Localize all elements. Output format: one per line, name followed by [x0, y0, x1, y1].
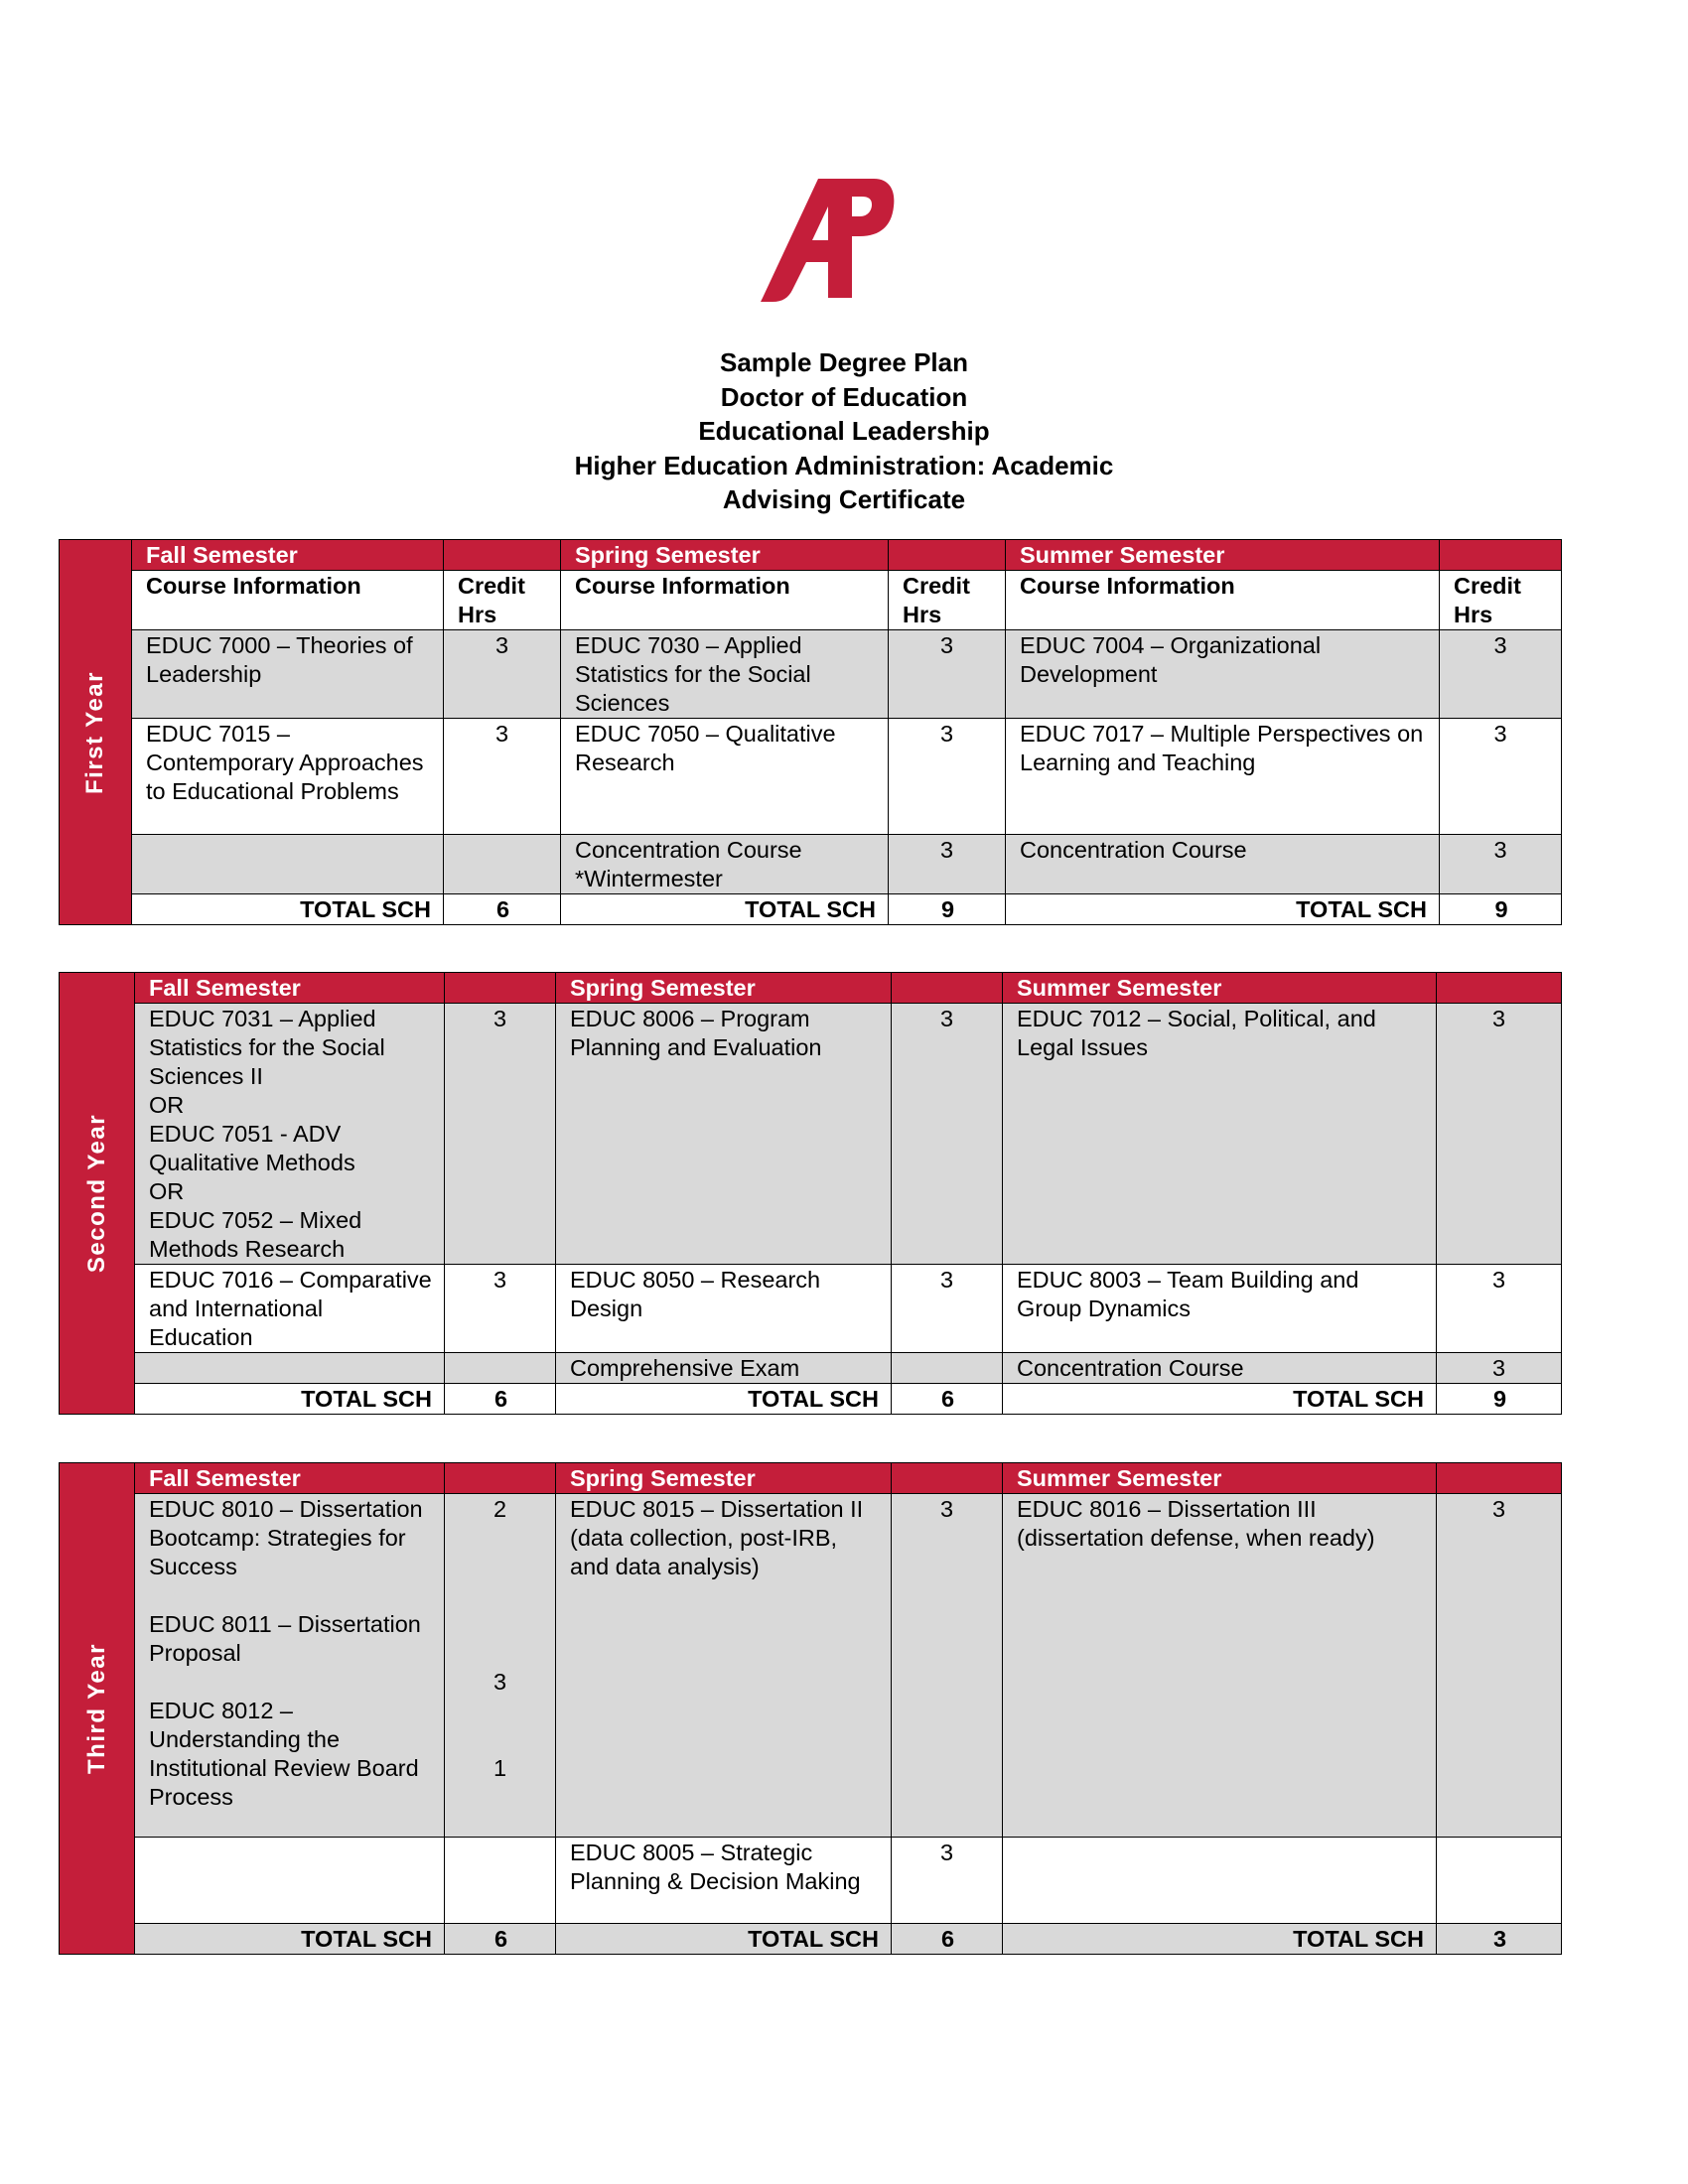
credit-hrs-header: Credit Hrs: [1440, 571, 1562, 630]
course-cell: EDUC 8015 – Dissertation II (data collection, post-IRB, and data analysis): [556, 1494, 892, 1838]
year-label-cell: [60, 540, 132, 925]
course-cell: EDUC 7016 – Comparative and International Education: [135, 1265, 445, 1353]
third-year-table: [59, 1462, 1562, 1955]
credit-hrs-header: Credit Hrs: [444, 571, 561, 630]
course-row: [60, 835, 1562, 894]
credit-cell: 3: [892, 1838, 1003, 1924]
credit-cell: 3: [1437, 1353, 1562, 1384]
credit-cell: 3: [445, 1265, 556, 1353]
title-line-3: Educational Leadership: [698, 416, 990, 446]
course-cell: EDUC 7000 – Theories of Leadership: [132, 630, 444, 719]
course-cell: EDUC 8010 – Dissertation Bootcamp: Strategies for Success EDUC 8011 – Dissertation Proposal EDUC 8012 – Understanding the Institutional Review Board Process: [135, 1494, 445, 1838]
total-value: 6: [444, 894, 561, 925]
spring-semester-header: Spring Semester: [556, 973, 892, 1004]
total-value: 6: [445, 1384, 556, 1415]
credit-cell: 3: [889, 630, 1006, 719]
spring-semester-header: Spring Semester: [561, 540, 889, 571]
credit-cell: 3: [892, 1494, 1003, 1838]
credit-cell: 3: [889, 835, 1006, 894]
course-cell: Concentration Course: [1006, 835, 1440, 894]
credit-cell: [445, 1353, 556, 1384]
total-label: TOTAL SCH: [1003, 1384, 1437, 1415]
total-value: 3: [1437, 1924, 1562, 1955]
course-cell: Concentration Course *Wintermester: [561, 835, 889, 894]
total-label: TOTAL SCH: [1003, 1924, 1437, 1955]
course-cell: Concentration Course: [1003, 1353, 1437, 1384]
credit-cell: 3: [892, 1004, 1003, 1265]
total-value: 6: [445, 1924, 556, 1955]
course-row: [60, 1265, 1562, 1353]
fall-semester-header: Fall Semester: [132, 540, 444, 571]
course-cell: EDUC 7004 – Organizational Development: [1006, 630, 1440, 719]
credit-cell: 3: [1440, 719, 1562, 835]
course-info-header: Course Information: [132, 571, 444, 630]
course-row: [60, 1004, 1562, 1265]
total-label: TOTAL SCH: [556, 1924, 892, 1955]
course-row: [60, 630, 1562, 719]
course-cell: [135, 1353, 445, 1384]
credit-cell: 3: [1437, 1004, 1562, 1265]
course-cell: EDUC 7050 – Qualitative Research: [561, 719, 889, 835]
university-logo: [757, 171, 896, 305]
total-label: TOTAL SCH: [556, 1384, 892, 1415]
title-line-5: Advising Certificate: [722, 484, 966, 514]
year-label: Second Year: [82, 1113, 110, 1274]
total-label: TOTAL SCH: [561, 894, 889, 925]
course-cell: EDUC 7015 – Contemporary Approaches to Educational Problems: [132, 719, 444, 835]
second-year-table: [59, 972, 1562, 1415]
course-cell: EDUC 8006 – Program Planning and Evaluation: [556, 1004, 892, 1265]
course-info-header: Course Information: [561, 571, 889, 630]
summer-semester-header: Summer Semester: [1006, 540, 1440, 571]
fall-semester-header: Fall Semester: [135, 1463, 445, 1494]
credit-cell: 3: [1440, 630, 1562, 719]
year-label: Third Year: [82, 1643, 110, 1774]
spring-semester-header: Spring Semester: [556, 1463, 892, 1494]
semester-header-row: [60, 1463, 1562, 1494]
course-cell: EDUC 8005 – Strategic Planning & Decision Making: [556, 1838, 892, 1924]
year-label-cell: [60, 1463, 135, 1955]
course-cell: [132, 835, 444, 894]
total-value: 9: [1440, 894, 1562, 925]
course-cell: EDUC 7017 – Multiple Perspectives on Learning and Teaching: [1006, 719, 1440, 835]
credit-cell: [1437, 1838, 1562, 1924]
credit-cell: [892, 1353, 1003, 1384]
course-row: [60, 1494, 1562, 1838]
total-row: [60, 1924, 1562, 1955]
course-row: [60, 719, 1562, 835]
total-label: TOTAL SCH: [135, 1924, 445, 1955]
total-value: 6: [892, 1384, 1003, 1415]
summer-semester-header: Summer Semester: [1003, 1463, 1437, 1494]
credit-cell: 3: [1437, 1494, 1562, 1838]
title-line-4: Higher Education Administration: Academic: [574, 450, 1114, 480]
credit-cell: 3: [892, 1265, 1003, 1353]
course-cell: [135, 1838, 445, 1924]
total-value: 9: [889, 894, 1006, 925]
course-cell: EDUC 7030 – Applied Statistics for the Social Sciences: [561, 630, 889, 719]
course-cell: EDUC 8016 – Dissertation III (dissertation defense, when ready): [1003, 1494, 1437, 1838]
credit-cell: 3: [445, 1004, 556, 1265]
year-label: First Year: [81, 670, 108, 794]
first-year-table: [59, 539, 1562, 925]
credit-cell: 3: [889, 719, 1006, 835]
course-cell: EDUC 8003 – Team Building and Group Dynamics: [1003, 1265, 1437, 1353]
credit-cell: 3: [1437, 1265, 1562, 1353]
title-line-1: Sample Degree Plan: [720, 347, 968, 377]
semester-header-row: [60, 540, 1562, 571]
total-value: 9: [1437, 1384, 1562, 1415]
year-label-cell: [60, 973, 135, 1415]
credit-cell: [444, 835, 561, 894]
total-label: TOTAL SCH: [135, 1384, 445, 1415]
column-header-row: [60, 571, 1562, 630]
course-cell: EDUC 7012 – Social, Political, and Legal Issues: [1003, 1004, 1437, 1265]
total-row: [60, 894, 1562, 925]
course-cell: EDUC 8050 – Research Design: [556, 1265, 892, 1353]
credit-hrs-header: Credit Hrs: [889, 571, 1006, 630]
total-label: TOTAL SCH: [132, 894, 444, 925]
course-info-header: Course Information: [1006, 571, 1440, 630]
credit-cell: 2 3 1: [445, 1494, 556, 1838]
course-cell: Comprehensive Exam: [556, 1353, 892, 1384]
total-row: [60, 1384, 1562, 1415]
course-cell: EDUC 7031 – Applied Statistics for the Social Sciences II OR EDUC 7051 - ADV Qualitative Methods OR EDUC 7052 – Mixed Methods Research: [135, 1004, 445, 1265]
title-block: [0, 345, 1688, 517]
credit-cell: 3: [1440, 835, 1562, 894]
fall-semester-header: Fall Semester: [135, 973, 445, 1004]
title-line-2: Doctor of Education: [720, 381, 968, 412]
total-value: 6: [892, 1924, 1003, 1955]
credit-cell: [445, 1838, 556, 1924]
course-row: [60, 1353, 1562, 1384]
semester-header-row: [60, 973, 1562, 1004]
course-row: [60, 1838, 1562, 1924]
summer-semester-header: Summer Semester: [1003, 973, 1437, 1004]
course-cell: [1003, 1838, 1437, 1924]
credit-cell: 3: [444, 630, 561, 719]
credit-cell: 3: [444, 719, 561, 835]
total-label: TOTAL SCH: [1006, 894, 1440, 925]
